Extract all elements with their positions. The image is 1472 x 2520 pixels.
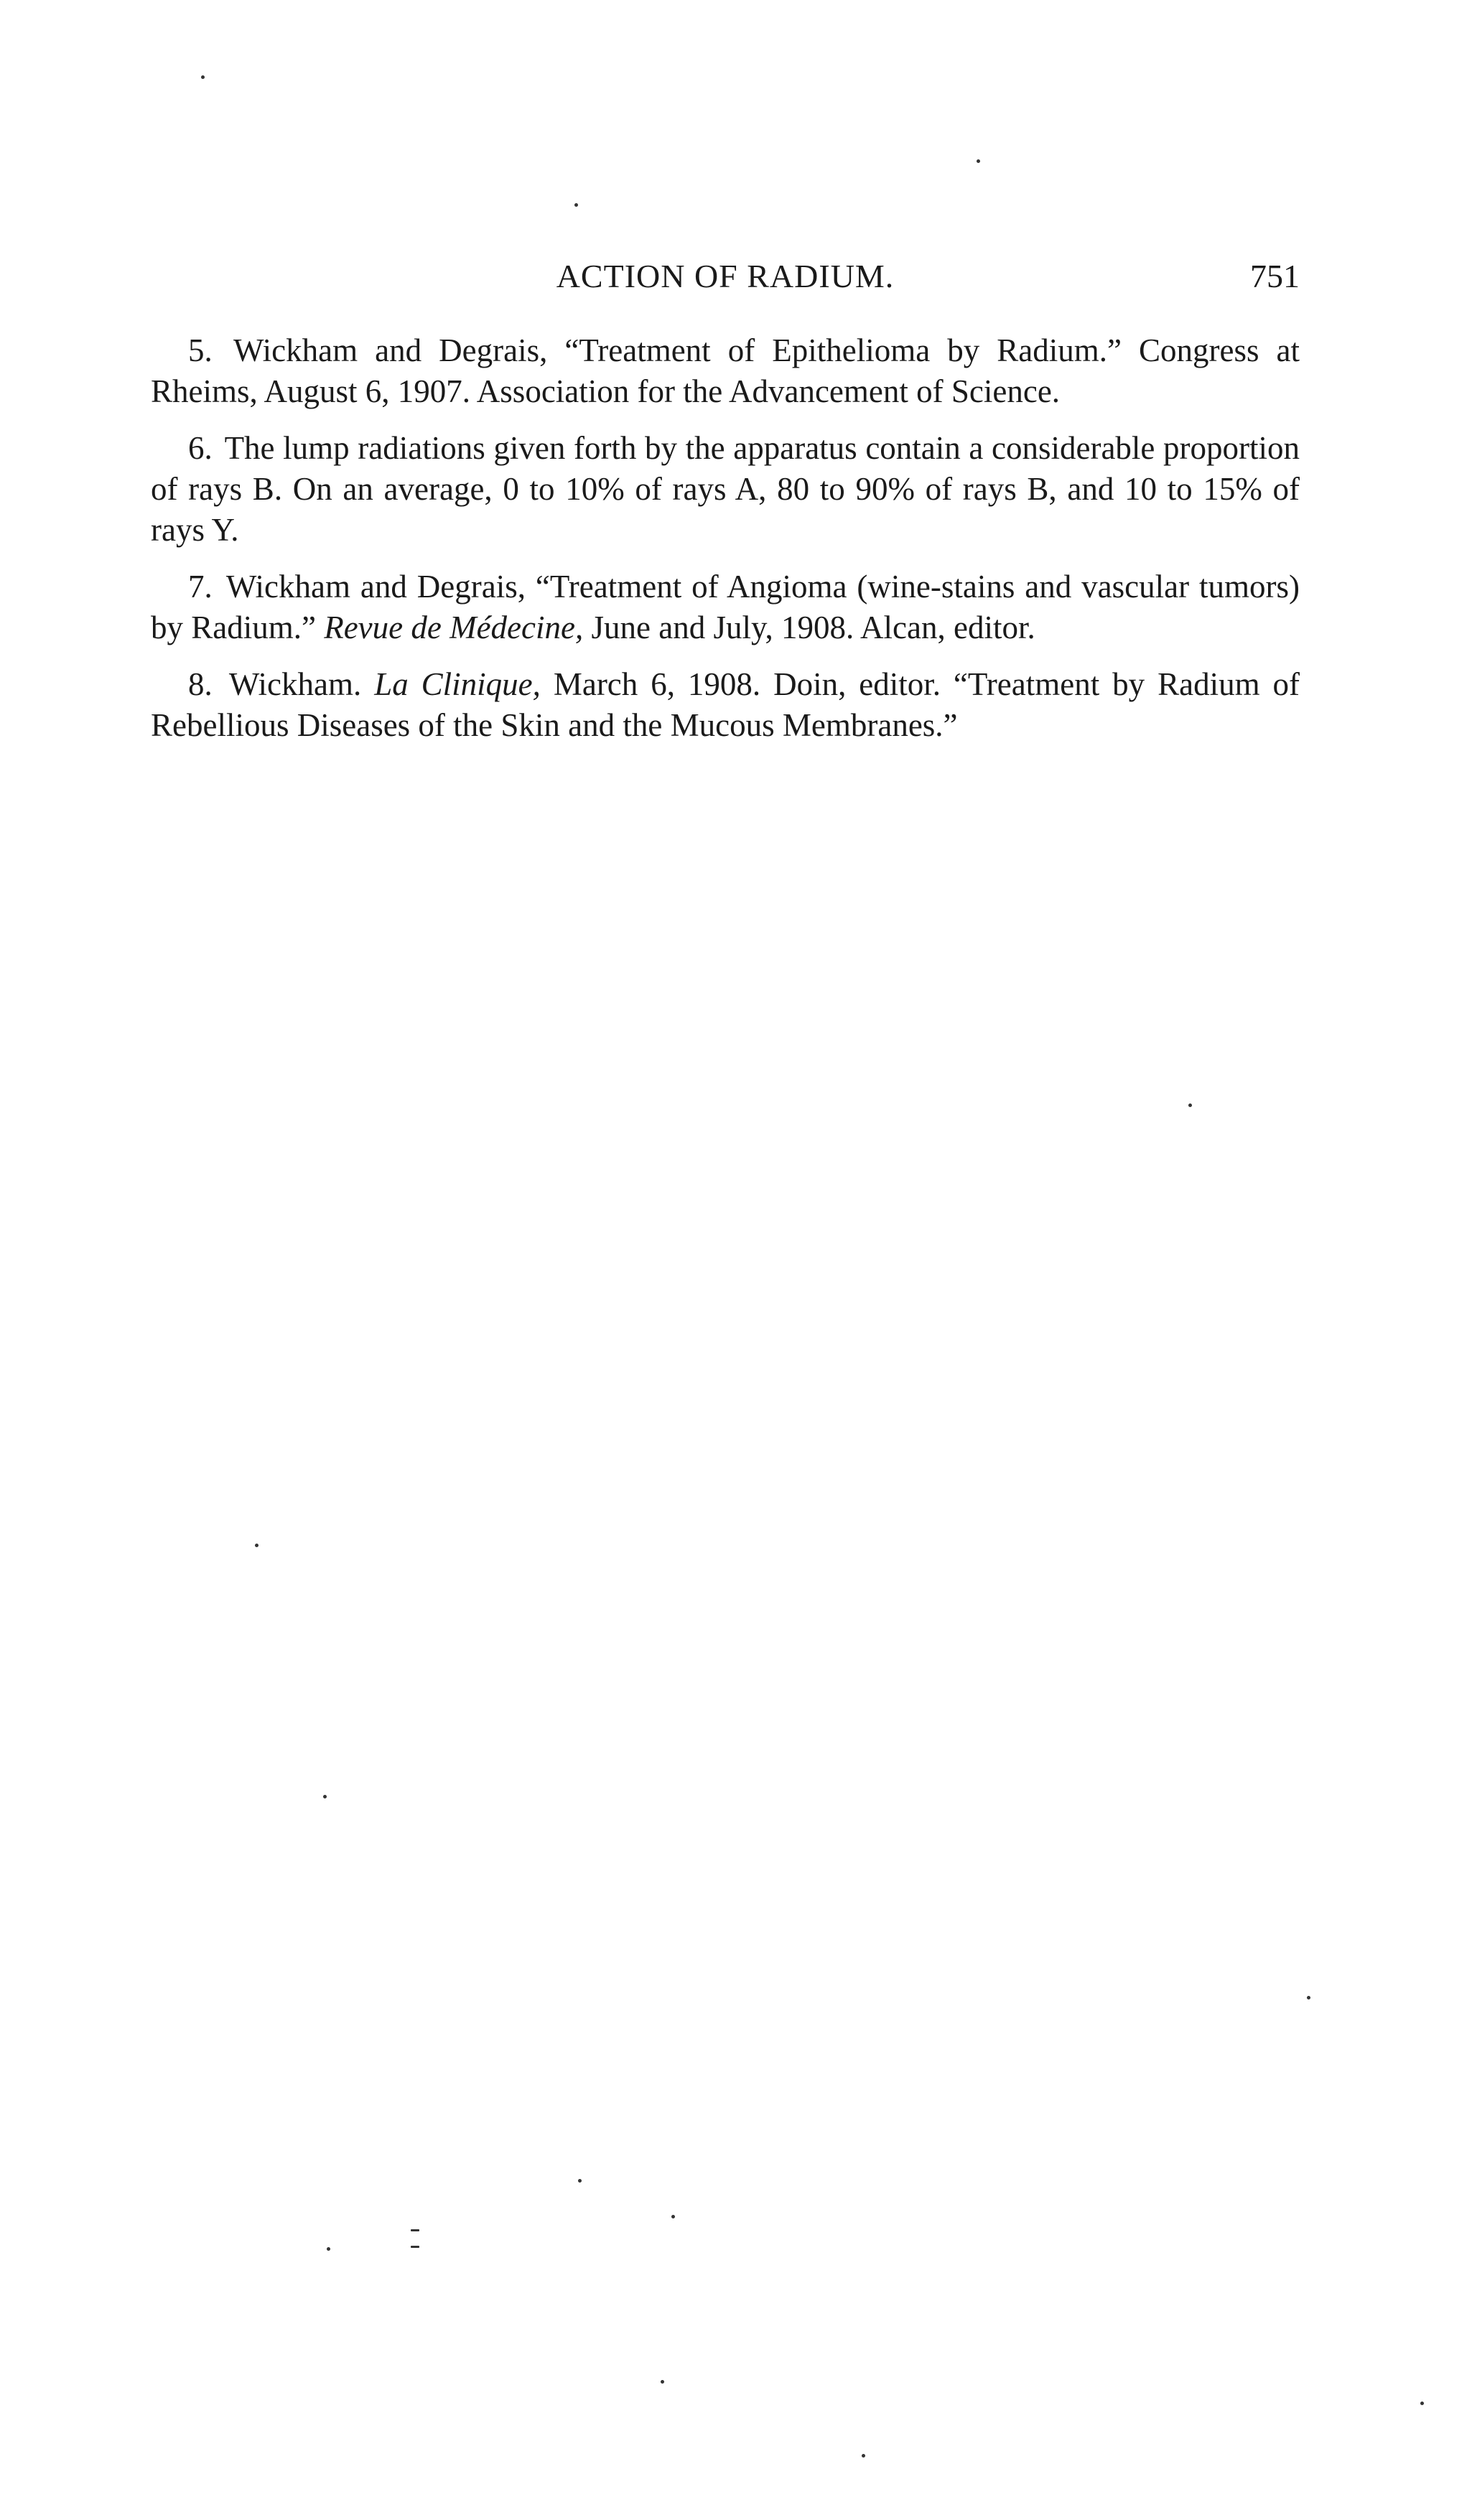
scan-speck <box>327 2247 330 2251</box>
note-number: 8. <box>188 666 213 702</box>
note-5 <box>151 330 1300 412</box>
scan-speck <box>977 159 980 163</box>
note-7 <box>151 566 1300 648</box>
scan-speck <box>323 1795 327 1798</box>
note-text: June and July, 1908. Alcan, editor. <box>583 610 1035 645</box>
note-text: The lump radiations given forth by the apparatus contain a considerable proportion of rays B. On an average, 0 to 10% of rays A, 80 to 90% of rays B, and 10 to 15% of rays Y. <box>151 430 1300 548</box>
scan-speck <box>201 75 205 79</box>
scan-speck <box>671 2215 675 2218</box>
note-6 <box>151 428 1300 551</box>
scan-speck <box>255 1544 258 1547</box>
scan-speck <box>1188 1103 1192 1107</box>
scan-speck <box>862 2454 865 2458</box>
journal-title: La Clinique, <box>374 666 541 702</box>
page-number: 751 <box>1250 258 1300 294</box>
scan-speck <box>411 2229 419 2231</box>
note-text: Wickham. <box>228 666 375 702</box>
note-number: 5. <box>188 332 213 368</box>
scan-speck <box>574 203 578 207</box>
note-text: Wickham and Degrais, “Treatment of Angioma (wine-stains and vascular tumors) by Radium.” <box>151 569 1300 645</box>
journal-title: Revue de Médecine, <box>324 610 584 645</box>
footnotes-list <box>151 330 1300 762</box>
scan-speck <box>411 2246 419 2248</box>
scan-speck <box>1307 1996 1310 1999</box>
scan-speck <box>578 2179 582 2183</box>
note-text: March 6, 1908. Doin, editor. “Treatment by Radium of Rebellious Diseases of the Skin and the Mucous Membranes.” <box>151 666 1300 743</box>
running-head <box>151 251 1300 302</box>
note-8 <box>151 664 1300 746</box>
note-number: 7. <box>188 569 213 605</box>
note-number: 6. <box>188 430 213 466</box>
scan-speck <box>661 2380 664 2384</box>
note-text: Wickham and Degrais, “Treatment of Epithelioma by Radium.” Congress at Rheims, August 6, 1907. Association for the Advancement of Science. <box>151 332 1300 409</box>
scan-speck <box>1420 2402 1424 2405</box>
running-title: ACTION OF RADIUM. <box>556 258 895 294</box>
